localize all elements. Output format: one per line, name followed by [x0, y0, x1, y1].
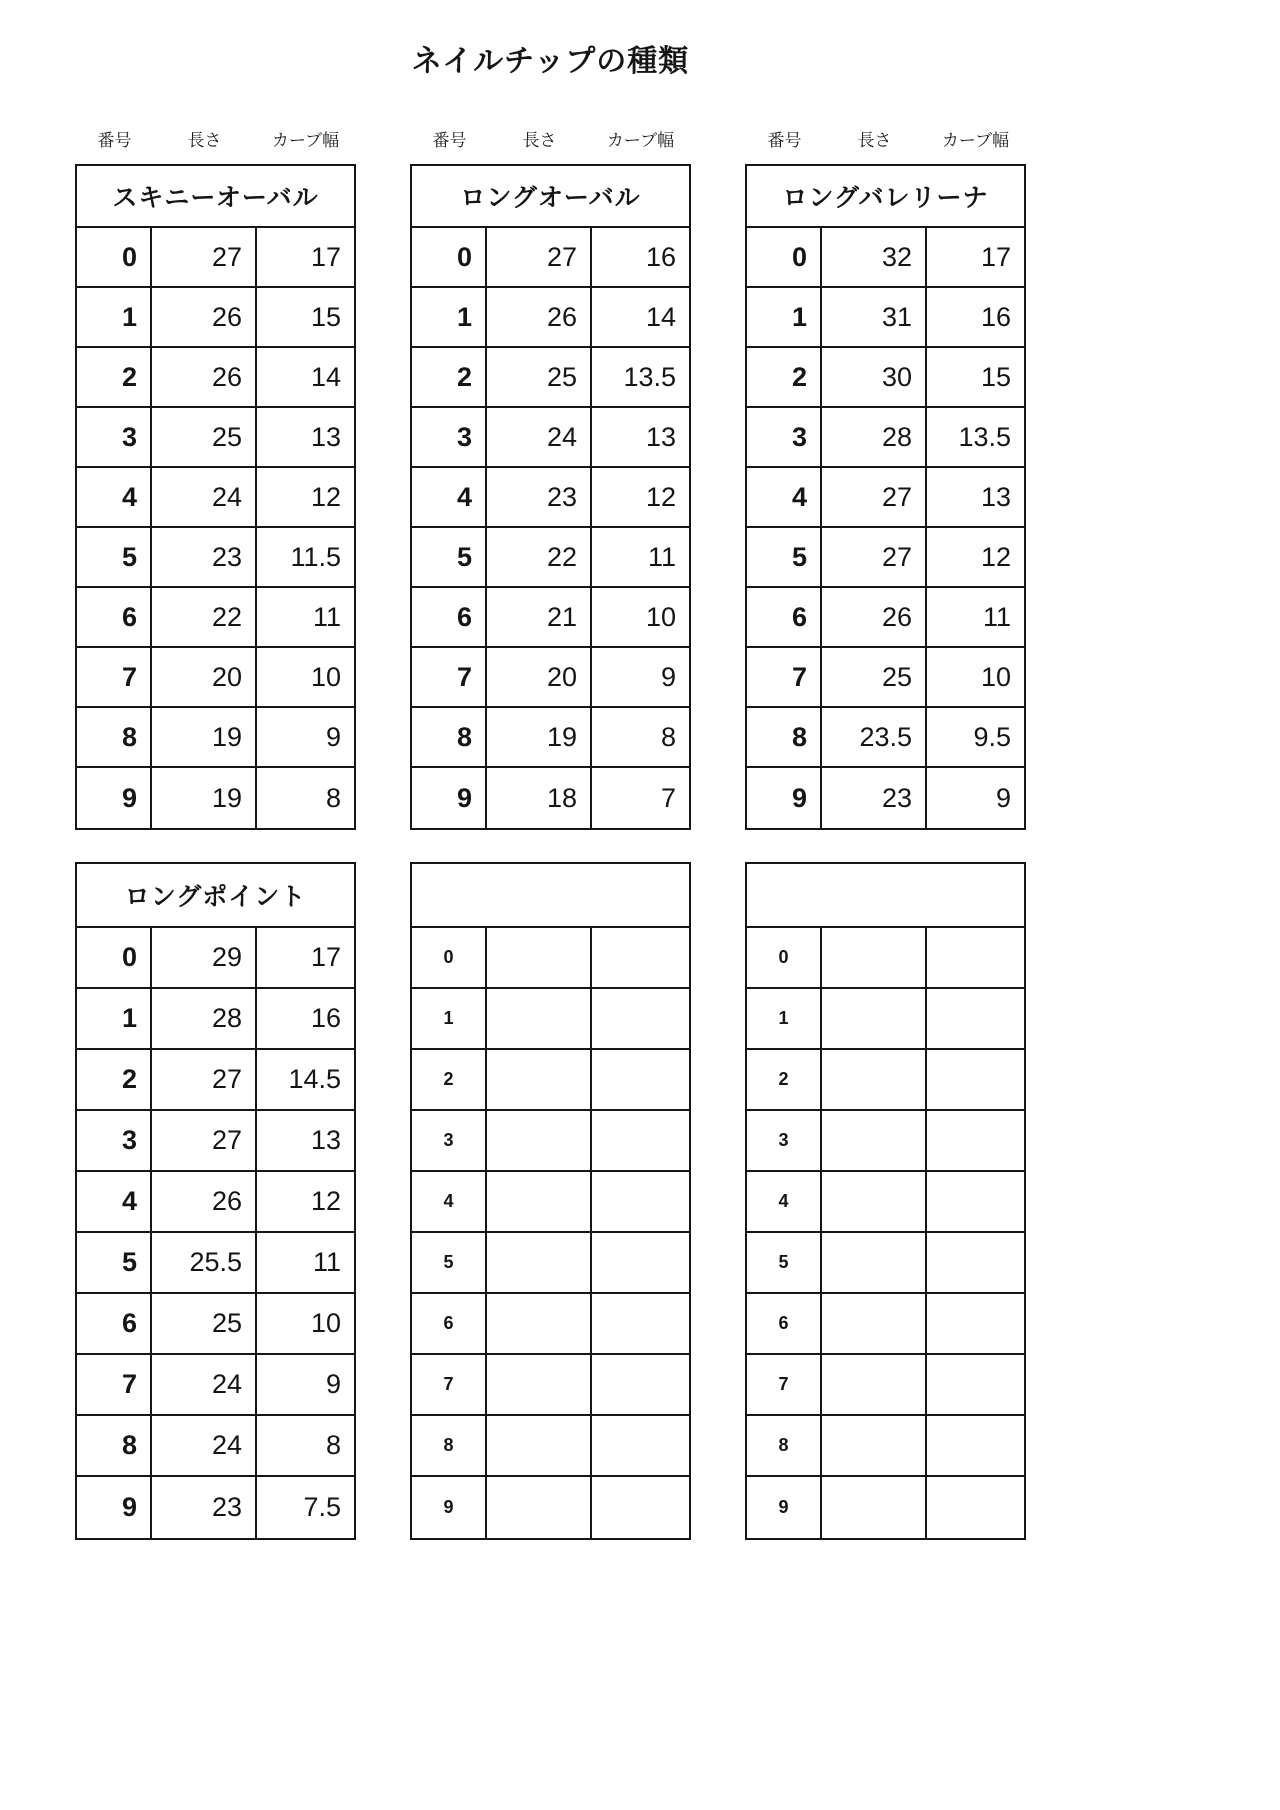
cell-length: 27 [822, 528, 927, 586]
table-title: ロングオーバル [412, 166, 689, 228]
table-title [747, 864, 1024, 928]
table-row [747, 228, 1024, 288]
cell-number: 1 [77, 288, 152, 346]
cell-length [822, 1477, 927, 1538]
table-row [747, 408, 1024, 468]
table-title: ロングポイント [77, 864, 354, 928]
table-row [77, 1111, 354, 1172]
table-section-blank-1 [410, 862, 691, 1540]
cell-length: 26 [152, 348, 257, 406]
cell-curve: 10 [645, 601, 676, 632]
cell-length: 20 [487, 648, 592, 706]
cell-length: 19 [487, 708, 592, 766]
cell-number: 3 [747, 408, 822, 466]
cell-number: 8 [747, 1416, 822, 1475]
cell-number: 9 [412, 1477, 487, 1538]
table-title [412, 864, 689, 928]
cell-length: 26 [152, 288, 257, 346]
cell-length: 32 [822, 228, 927, 286]
cell-length: 25 [152, 1294, 257, 1353]
cell-length: 23 [487, 468, 592, 526]
cell-length [822, 1355, 927, 1414]
cell-curve: 7 [660, 782, 676, 813]
cell-number: 8 [412, 708, 487, 766]
cell-curve: 7.5 [303, 1492, 341, 1522]
table-row [412, 1233, 689, 1294]
cell-number: 3 [412, 408, 487, 466]
table-row [747, 1294, 1024, 1355]
cell-length: 30 [822, 348, 927, 406]
table-row [412, 1294, 689, 1355]
cell-curve [592, 989, 689, 1048]
cell-number: 3 [77, 408, 152, 466]
cell-curve: 13.5 [623, 361, 676, 392]
cell-number: 7 [77, 648, 152, 706]
cell-number: 9 [412, 768, 487, 828]
cell-length: 25 [487, 348, 592, 406]
cell-curve: 12 [310, 481, 341, 512]
cell-number: 7 [747, 648, 822, 706]
table-row [747, 648, 1024, 708]
cell-number: 4 [747, 1172, 822, 1231]
cell-number: 8 [412, 1416, 487, 1475]
table-row [747, 928, 1024, 989]
cell-curve [592, 1050, 689, 1109]
cell-number: 7 [747, 1355, 822, 1414]
cell-curve: 9 [325, 1369, 341, 1399]
cell-length: 25.5 [152, 1233, 257, 1292]
table-row [77, 408, 354, 468]
table-section-long-point [75, 862, 356, 1540]
table-row [77, 348, 354, 408]
cell-number: 5 [77, 528, 152, 586]
cell-curve: 9 [325, 721, 341, 752]
table-long-point [75, 862, 356, 1540]
cell-length: 24 [487, 408, 592, 466]
cell-number: 5 [747, 1233, 822, 1292]
table-row [412, 768, 689, 828]
cell-curve: 15 [310, 301, 341, 332]
table-title: スキニーオーバル [77, 166, 354, 228]
table-row [77, 468, 354, 528]
table-row [77, 528, 354, 588]
table-row [747, 768, 1024, 828]
cell-curve [927, 1294, 1024, 1353]
cell-length: 28 [822, 408, 927, 466]
cell-curve [592, 1233, 689, 1292]
cell-curve: 16 [980, 301, 1011, 332]
cell-number: 6 [77, 588, 152, 646]
cell-length [822, 1172, 927, 1231]
cell-number: 2 [747, 1050, 822, 1109]
cell-length [822, 1294, 927, 1353]
cell-curve: 10 [980, 661, 1011, 692]
bottom-tables-grid [75, 862, 1026, 1540]
cell-curve: 10 [310, 1308, 341, 1338]
cell-length: 23.5 [822, 708, 927, 766]
cell-length: 26 [822, 588, 927, 646]
table-long-ballerina [745, 164, 1026, 830]
cell-number: 4 [412, 468, 487, 526]
cell-curve [927, 1172, 1024, 1231]
cell-curve [592, 1294, 689, 1353]
header-length-label: 長さ [522, 131, 557, 150]
table-section-skinny-oval [75, 126, 356, 830]
cell-length [487, 1111, 592, 1170]
table-blank-1 [410, 862, 691, 1540]
table-skinny-oval [75, 164, 356, 830]
cell-number: 9 [77, 1477, 152, 1538]
cell-length: 26 [487, 288, 592, 346]
cell-length [822, 928, 927, 987]
cell-curve [592, 1477, 689, 1538]
cell-number: 0 [747, 928, 822, 987]
cell-number: 2 [747, 348, 822, 406]
table-row [412, 648, 689, 708]
header-length-label: 長さ [857, 131, 892, 150]
cell-curve: 13 [645, 421, 676, 452]
column-headers [75, 126, 356, 151]
table-row [77, 768, 354, 828]
cell-number: 3 [747, 1111, 822, 1170]
cell-number: 1 [747, 989, 822, 1048]
table-row [77, 1172, 354, 1233]
cell-length: 27 [152, 1050, 257, 1109]
cell-curve: 13 [980, 481, 1011, 512]
cell-number: 9 [747, 768, 822, 828]
cell-curve: 11 [982, 601, 1011, 632]
cell-length: 19 [152, 708, 257, 766]
cell-curve [592, 1172, 689, 1231]
cell-number: 0 [77, 928, 152, 987]
cell-number: 1 [412, 288, 487, 346]
document-page [75, 0, 1026, 1540]
cell-number: 0 [747, 228, 822, 286]
table-row [77, 1416, 354, 1477]
table-row [412, 588, 689, 648]
table-section-blank-2 [745, 862, 1026, 1540]
cell-length [487, 1477, 592, 1538]
cell-number: 2 [77, 1050, 152, 1109]
cell-curve: 13 [310, 421, 341, 452]
table-blank-2 [745, 862, 1026, 1540]
cell-length [822, 1233, 927, 1292]
table-row [747, 1233, 1024, 1294]
table-row [412, 1416, 689, 1477]
cell-curve [927, 928, 1024, 987]
cell-curve [927, 1355, 1024, 1414]
header-curve-label: カーブ幅 [606, 131, 675, 150]
cell-number: 4 [747, 468, 822, 526]
table-row [747, 1050, 1024, 1111]
table-row [412, 288, 689, 348]
cell-curve: 17 [980, 241, 1011, 272]
cell-number: 8 [77, 1416, 152, 1475]
cell-length [822, 1111, 927, 1170]
cell-number: 3 [412, 1111, 487, 1170]
table-row [412, 468, 689, 528]
cell-length: 25 [822, 648, 927, 706]
cell-length [487, 928, 592, 987]
table-row [747, 1416, 1024, 1477]
cell-length: 18 [487, 768, 592, 828]
cell-length: 23 [822, 768, 927, 828]
cell-number: 2 [77, 348, 152, 406]
table-row [412, 989, 689, 1050]
cell-length [487, 989, 592, 1048]
cell-length [487, 1050, 592, 1109]
cell-curve: 15 [980, 361, 1011, 392]
cell-curve: 9 [660, 661, 676, 692]
cell-number: 6 [77, 1294, 152, 1353]
cell-number: 5 [77, 1233, 152, 1292]
cell-length: 27 [822, 468, 927, 526]
cell-curve [592, 1111, 689, 1170]
cell-number: 4 [77, 468, 152, 526]
cell-curve: 12 [645, 481, 676, 512]
table-row [747, 1172, 1024, 1233]
cell-length [487, 1172, 592, 1231]
cell-length: 19 [152, 768, 257, 828]
cell-length [822, 1050, 927, 1109]
cell-number: 5 [412, 1233, 487, 1292]
cell-curve: 11 [647, 541, 676, 572]
cell-number: 1 [77, 989, 152, 1048]
cell-curve: 17 [310, 942, 341, 972]
table-row [77, 1050, 354, 1111]
table-row [77, 228, 354, 288]
cell-length [822, 989, 927, 1048]
cell-length: 28 [152, 989, 257, 1048]
cell-curve: 16 [645, 241, 676, 272]
cell-curve: 17 [310, 241, 341, 272]
cell-curve [927, 1233, 1024, 1292]
table-row [77, 928, 354, 989]
cell-curve [592, 1355, 689, 1414]
cell-curve: 11.5 [290, 541, 341, 572]
cell-curve [927, 1111, 1024, 1170]
cell-length: 29 [152, 928, 257, 987]
cell-curve: 13.5 [958, 421, 1011, 452]
cell-length: 25 [152, 408, 257, 466]
header-curve-label: カーブ幅 [941, 131, 1010, 150]
cell-number: 1 [747, 288, 822, 346]
cell-length: 21 [487, 588, 592, 646]
cell-number: 4 [412, 1172, 487, 1231]
cell-curve: 9.5 [973, 721, 1011, 752]
cell-length: 22 [487, 528, 592, 586]
table-row [77, 1294, 354, 1355]
table-row [77, 588, 354, 648]
cell-number: 6 [412, 1294, 487, 1353]
cell-length: 26 [152, 1172, 257, 1231]
cell-number: 6 [747, 1294, 822, 1353]
cell-curve [927, 1050, 1024, 1109]
cell-curve: 8 [660, 721, 676, 752]
cell-length: 31 [822, 288, 927, 346]
cell-number: 9 [747, 1477, 822, 1538]
table-row [747, 348, 1024, 408]
cell-length: 27 [152, 1111, 257, 1170]
cell-curve [927, 1416, 1024, 1475]
table-row [747, 468, 1024, 528]
cell-curve: 11 [312, 1247, 341, 1277]
cell-curve: 14.5 [288, 1064, 341, 1094]
table-section-long-ballerina [745, 126, 1026, 830]
cell-length: 20 [152, 648, 257, 706]
table-row [412, 928, 689, 989]
cell-number: 3 [77, 1111, 152, 1170]
table-row [77, 288, 354, 348]
cell-curve: 14 [645, 301, 676, 332]
cell-length: 24 [152, 1416, 257, 1475]
cell-curve: 12 [980, 541, 1011, 572]
table-row [412, 408, 689, 468]
cell-number: 6 [412, 588, 487, 646]
table-row [77, 1477, 354, 1538]
table-row [412, 1172, 689, 1233]
cell-number: 7 [77, 1355, 152, 1414]
cell-curve: 12 [310, 1186, 341, 1216]
cell-curve: 8 [325, 782, 341, 813]
table-title: ロングバレリーナ [747, 166, 1024, 228]
cell-curve: 8 [325, 1430, 341, 1460]
cell-length [487, 1294, 592, 1353]
table-row [747, 1355, 1024, 1416]
table-row [77, 648, 354, 708]
table-row [747, 1111, 1024, 1172]
cell-curve: 9 [995, 782, 1011, 813]
table-long-oval [410, 164, 691, 830]
table-row [747, 1477, 1024, 1538]
cell-length [487, 1416, 592, 1475]
cell-curve [927, 989, 1024, 1048]
table-row [412, 528, 689, 588]
header-length-label: 長さ [187, 131, 222, 150]
cell-length: 27 [487, 228, 592, 286]
column-headers [745, 126, 1026, 151]
table-row [412, 228, 689, 288]
table-row [412, 1355, 689, 1416]
cell-length [487, 1233, 592, 1292]
cell-number: 8 [77, 708, 152, 766]
cell-number: 9 [77, 768, 152, 828]
table-row [747, 288, 1024, 348]
cell-length: 27 [152, 228, 257, 286]
cell-length [487, 1355, 592, 1414]
cell-curve: 13 [310, 1125, 341, 1155]
table-row [747, 708, 1024, 768]
cell-curve: 10 [310, 661, 341, 692]
cell-number: 2 [412, 348, 487, 406]
table-row [77, 1233, 354, 1294]
page-title: ネイルチップの種類 [411, 45, 690, 78]
cell-curve [927, 1477, 1024, 1538]
cell-length: 23 [152, 528, 257, 586]
cell-curve: 16 [310, 1003, 341, 1033]
header-curve-label: カーブ幅 [271, 131, 340, 150]
header-number-label: 番号 [97, 131, 132, 150]
table-section-long-oval [410, 126, 691, 830]
table-row [412, 348, 689, 408]
cell-length: 23 [152, 1477, 257, 1538]
cell-number: 4 [77, 1172, 152, 1231]
cell-length [822, 1416, 927, 1475]
table-row [412, 1111, 689, 1172]
top-tables-grid [75, 126, 1026, 830]
table-row [77, 989, 354, 1050]
cell-number: 2 [412, 1050, 487, 1109]
header-number-label: 番号 [767, 131, 802, 150]
table-row [412, 1477, 689, 1538]
table-row [747, 989, 1024, 1050]
cell-curve: 11 [312, 601, 341, 632]
column-headers [410, 126, 691, 151]
cell-number: 0 [77, 228, 152, 286]
cell-curve: 14 [310, 361, 341, 392]
cell-curve [592, 1416, 689, 1475]
cell-curve [592, 928, 689, 987]
cell-number: 7 [412, 648, 487, 706]
table-row [77, 708, 354, 768]
cell-number: 8 [747, 708, 822, 766]
table-row [412, 1050, 689, 1111]
table-row [77, 1355, 354, 1416]
cell-number: 5 [412, 528, 487, 586]
cell-number: 0 [412, 228, 487, 286]
table-row [747, 588, 1024, 648]
cell-number: 0 [412, 928, 487, 987]
header-number-label: 番号 [432, 131, 467, 150]
cell-number: 6 [747, 588, 822, 646]
cell-number: 1 [412, 989, 487, 1048]
cell-length: 24 [152, 468, 257, 526]
cell-number: 5 [747, 528, 822, 586]
table-row [747, 528, 1024, 588]
cell-length: 24 [152, 1355, 257, 1414]
cell-length: 22 [152, 588, 257, 646]
table-row [412, 708, 689, 768]
cell-number: 7 [412, 1355, 487, 1414]
